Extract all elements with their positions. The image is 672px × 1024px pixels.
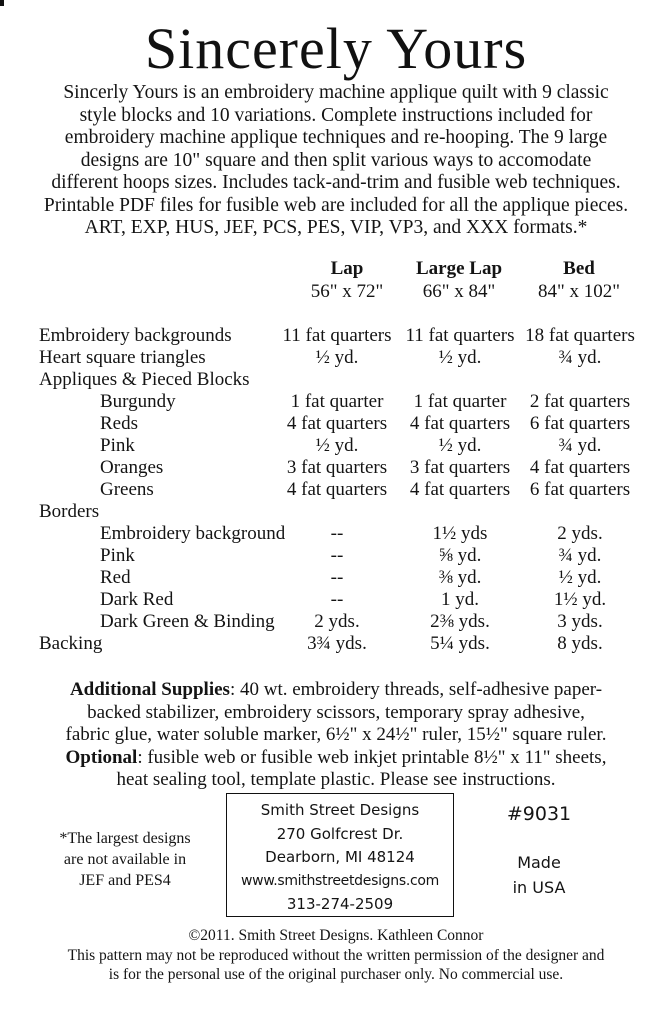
row-value-large-lap: 4 fat quarters bbox=[409, 479, 511, 500]
row-label: Embroidery backgrounds bbox=[39, 325, 232, 346]
row-value-bed: 2 fat quarters bbox=[529, 391, 631, 412]
made-line: Made bbox=[517, 853, 561, 872]
copyright-notice bbox=[0, 926, 672, 985]
row-value-lap: ½ yd. bbox=[315, 347, 359, 368]
row-value-large-lap: 1 yd. bbox=[441, 589, 479, 610]
row-value-large-lap: ½ yd. bbox=[438, 435, 482, 456]
column-size-large-lap: 66" x 84" bbox=[422, 281, 496, 302]
row-value-lap: -- bbox=[330, 589, 344, 610]
supplies-text: : 40 wt. embroidery threads, self-adhesive paper- bbox=[229, 679, 603, 700]
row-value-lap: 3¾ yds. bbox=[307, 633, 367, 654]
copyright-line: is for the personal use of the original purchaser only. No commercial use. bbox=[108, 966, 564, 983]
intro-line: different hoops sizes. Includes tack-and-trim and fusible web techniques. bbox=[51, 172, 621, 193]
phone-number: 313-274-2509 bbox=[286, 895, 394, 913]
page-title: Sincerely Yours bbox=[144, 16, 528, 81]
supplies-section bbox=[20, 679, 652, 792]
row-value-bed: 18 fat quarters bbox=[525, 325, 635, 346]
intro-line: style blocks and 10 variations. Complete instructions included for bbox=[79, 104, 593, 126]
row-label: Pink bbox=[100, 545, 135, 566]
row-value-lap: -- bbox=[330, 545, 344, 566]
street-address: 270 Golfcrest Dr. bbox=[276, 824, 404, 843]
row-label: Oranges bbox=[100, 457, 164, 478]
footnote-line: are not available in bbox=[63, 851, 187, 868]
supplies-text: : fusible web or fusible web inkjet printable 8½" x 11" sheets, bbox=[137, 746, 607, 768]
row-value-large-lap: 2⅜ yds. bbox=[430, 611, 490, 632]
copyright-line: ©2011. Smith Street Designs. Kathleen Connor bbox=[188, 927, 484, 944]
row-value-bed: 3 yds. bbox=[557, 611, 603, 632]
footnote-line: *The largest designs bbox=[59, 830, 191, 847]
city-state-zip: Dearborn, MI 48124 bbox=[265, 848, 415, 866]
copyright-line: This pattern may not be reproduced without the written permission of the designer and bbox=[67, 946, 605, 964]
row-label: Dark Red bbox=[100, 589, 174, 610]
row-value-bed: 2 yds. bbox=[557, 523, 603, 544]
row-value-large-lap: 1 fat quarter bbox=[413, 391, 507, 412]
row-value-bed: 6 fat quarters bbox=[529, 479, 631, 500]
column-size-bed: 84" x 102" bbox=[537, 281, 620, 302]
intro-line: ART, EXP, HUS, JEF, PCS, PES, VIP, VP3, and XXX formats.* bbox=[84, 217, 588, 238]
row-label: Red bbox=[100, 567, 131, 588]
row-value-large-lap: ½ yd. bbox=[438, 347, 482, 368]
column-header-large-lap: Large Lap bbox=[415, 258, 503, 279]
row-value-lap: -- bbox=[330, 567, 344, 588]
optional-supplies bbox=[20, 747, 652, 770]
row-value-lap: -- bbox=[330, 523, 344, 544]
row-value-large-lap: 11 fat quarters bbox=[405, 325, 515, 346]
publisher-address-box bbox=[226, 793, 454, 917]
row-value-bed: 6 fat quarters bbox=[529, 413, 631, 434]
row-label: Embroidery background bbox=[100, 523, 286, 544]
additional-supplies bbox=[20, 679, 652, 702]
column-size-lap: 56" x 72" bbox=[310, 281, 384, 302]
row-value-large-lap: 4 fat quarters bbox=[409, 413, 511, 434]
additional-supplies-label: Additional Supplies bbox=[69, 679, 230, 700]
row-value-bed: ¾ yd. bbox=[558, 545, 602, 566]
row-value-bed: 8 yds. bbox=[557, 633, 603, 654]
intro-line: designs are 10" square and then split various ways to accomodate bbox=[80, 149, 592, 171]
row-label: Appliques & Pieced Blocks bbox=[39, 369, 250, 390]
row-label: Burgundy bbox=[100, 391, 176, 412]
supplies-text: heat sealing tool, template plastic. Please see instructions. bbox=[116, 769, 556, 790]
row-label: Heart square triangles bbox=[39, 347, 206, 368]
intro-line: Sincerly Yours is an embroidery machine applique quilt with 9 classic bbox=[63, 82, 609, 103]
row-label: Borders bbox=[39, 501, 100, 522]
website-link[interactable]: www.smithstreetdesigns.com bbox=[241, 872, 439, 889]
row-label: Dark Green & Binding bbox=[100, 611, 275, 632]
row-value-bed: ¾ yd. bbox=[558, 435, 602, 456]
row-value-lap: 4 fat quarters bbox=[286, 479, 388, 500]
supplies-text: fabric glue, water soluble marker, 6½" x 24½" ruler, 15½" square ruler. bbox=[65, 724, 607, 745]
intro-line: embroidery machine applique techniques and re-hooping. The 9 large bbox=[64, 127, 608, 148]
company-name: Smith Street Designs bbox=[260, 801, 420, 819]
row-value-bed: ¾ yd. bbox=[558, 347, 602, 368]
row-label: Backing bbox=[39, 633, 103, 654]
row-value-large-lap: 3 fat quarters bbox=[409, 457, 511, 478]
row-label: Greens bbox=[100, 479, 154, 500]
row-label: Pink bbox=[100, 435, 135, 456]
intro-line: Printable PDF files for fusible web are included for all the applique pieces. bbox=[43, 194, 629, 216]
row-label: Reds bbox=[100, 413, 138, 434]
column-header-lap: Lap bbox=[330, 258, 364, 279]
column-header-bed: Bed bbox=[563, 258, 595, 279]
row-value-large-lap: ⅜ yd. bbox=[438, 567, 482, 588]
row-value-large-lap: 1½ yds bbox=[432, 523, 488, 544]
footnote-line: JEF and PES4 bbox=[79, 872, 171, 889]
row-value-lap: 11 fat quarters bbox=[282, 325, 392, 346]
row-value-lap: ½ yd. bbox=[315, 435, 359, 456]
row-value-lap: 3 fat quarters bbox=[286, 457, 388, 478]
pattern-number: #9031 bbox=[506, 803, 572, 825]
supplies-text: backed stabilizer, embroidery scissors, temporary spray adhesive, bbox=[87, 701, 585, 723]
row-value-bed: ½ yd. bbox=[558, 567, 602, 588]
made-line: in USA bbox=[512, 878, 566, 897]
row-value-lap: 4 fat quarters bbox=[286, 413, 388, 434]
row-value-large-lap: 5¼ yds. bbox=[430, 633, 490, 654]
format-footnote bbox=[30, 828, 220, 891]
optional-supplies-label: Optional bbox=[65, 746, 138, 768]
row-value-bed: 1½ yd. bbox=[553, 589, 607, 610]
row-value-large-lap: ⅝ yd. bbox=[438, 545, 482, 566]
made-in-usa bbox=[496, 850, 582, 900]
row-value-bed: 4 fat quarters bbox=[529, 457, 631, 478]
row-value-lap: 1 fat quarter bbox=[290, 391, 384, 412]
row-value-lap: 2 yds. bbox=[314, 611, 360, 632]
